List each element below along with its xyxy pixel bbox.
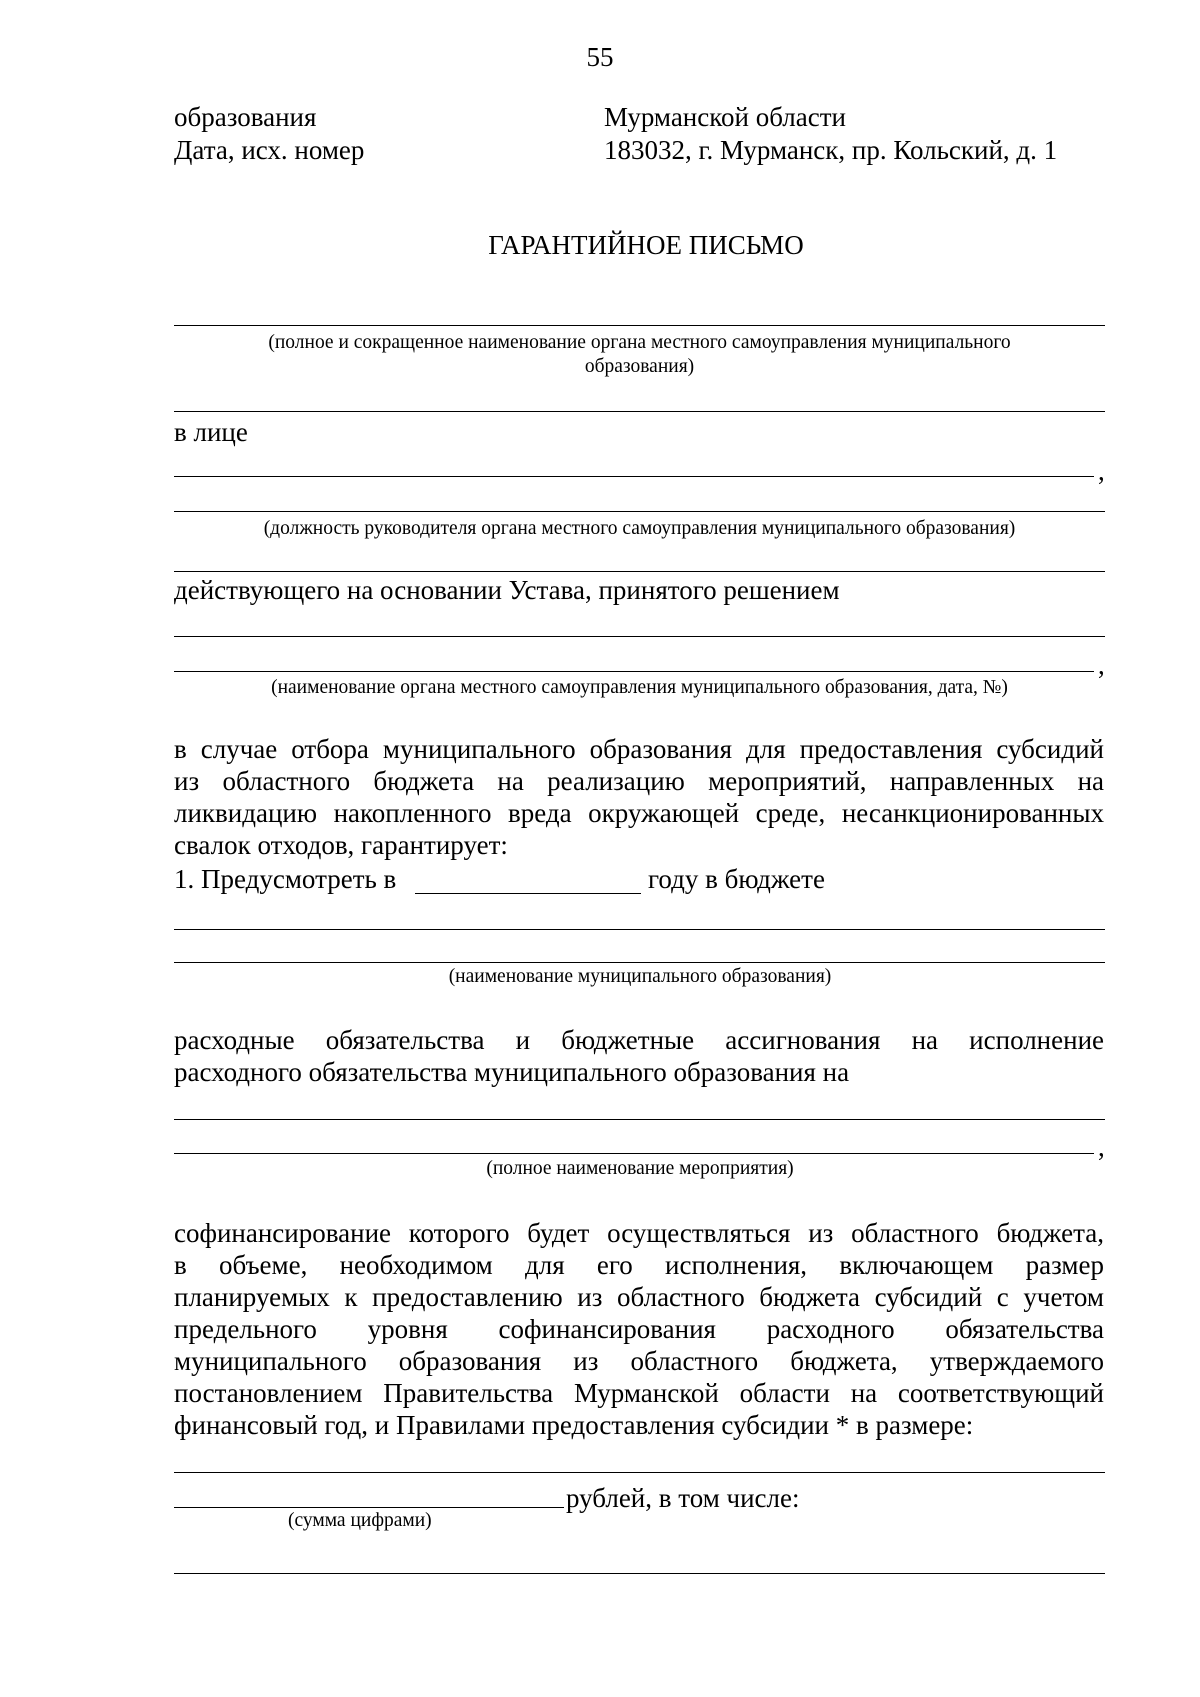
para1-line-3: ликвидацию накопленного вреда окружающей среде, несанкционированных xyxy=(174,798,1104,828)
position-line-2[interactable] xyxy=(174,571,1105,572)
org-name-caption-1: (полное и сокращенное наименование органа местного самоуправления муниципального xyxy=(268,332,1011,353)
event-line-1[interactable] xyxy=(174,1119,1105,1120)
amount-digits-caption: (сумма цифрами) xyxy=(288,1510,432,1531)
para3-line-5: муниципального образования из областного бюджета, утверждаемого xyxy=(174,1346,1104,1376)
head-position-caption: (должность руководителя органа местного самоуправления муниципального образования) xyxy=(263,518,1016,539)
item1-suffix: году в бюджете xyxy=(648,864,825,894)
municipality-line-2[interactable] xyxy=(174,962,1105,963)
org-name-line[interactable] xyxy=(174,325,1105,326)
para3-line-3: планируемых к предоставлению из областного бюджета субсидий с учетом xyxy=(174,1282,1104,1312)
represented-by-label: в лице xyxy=(174,417,248,447)
para3-line-6: постановлением Правительства Мурманской области на соответствующий xyxy=(174,1378,1104,1408)
sender-org-label: образования xyxy=(174,102,317,132)
year-line[interactable] xyxy=(415,893,641,894)
comma: , xyxy=(1098,456,1105,486)
amount-words-line[interactable] xyxy=(174,1573,1105,1574)
para3-line-1: софинансирование которого будет осуществляться из областного бюджета, xyxy=(174,1218,1104,1248)
charter-body-caption: (наименование органа местного самоуправления муниципального образования, дата, №) xyxy=(271,677,1008,698)
document-title: ГАРАНТИЙНОЕ ПИСЬМО xyxy=(488,230,804,260)
representative-line[interactable] xyxy=(174,476,1094,477)
page-number: 55 xyxy=(586,42,614,72)
para3-line-4: предельного уровня софинансирования расходного обязательства xyxy=(174,1314,1104,1344)
municipality-line-1[interactable] xyxy=(174,929,1105,930)
para1-line-1: в случае отбора муниципального образования для предоставления субсидий xyxy=(174,734,1104,764)
acting-basis-text: действующего на основании Устава, принятого решением xyxy=(174,575,840,605)
amount-digits-line[interactable] xyxy=(174,1507,564,1508)
para3-line-2: в объеме, необходимом для его исполнения, включающем размер xyxy=(174,1250,1104,1280)
para1-line-4: свалок отходов, гарантирует: xyxy=(174,830,508,860)
comma: , xyxy=(1098,650,1105,680)
item1-prefix: 1. Предусмотреть в xyxy=(174,864,397,894)
event-line-2[interactable] xyxy=(174,1153,1094,1154)
para3-line-7: финансовый год, и Правилами предоставления субсидии * в размере: xyxy=(174,1410,974,1440)
event-caption: (полное наименование мероприятия) xyxy=(486,1158,794,1179)
org-name-caption-2: образования) xyxy=(584,356,695,377)
recipient-region: Мурманской области xyxy=(604,102,846,132)
decision-line-1[interactable] xyxy=(174,636,1105,637)
para1-line-2: из областного бюджета на реализацию мероприятий, направленных на xyxy=(174,766,1104,796)
position-line[interactable] xyxy=(174,511,1105,512)
para2-line-1: расходные обязательства и бюджетные ассигнования на исполнение xyxy=(174,1025,1104,1055)
date-number-label: Дата, исх. номер xyxy=(174,135,365,165)
para2-line-2: расходного обязательства муниципального образования на xyxy=(174,1057,850,1087)
amount-line-1[interactable] xyxy=(174,1472,1105,1473)
rubles-text: рублей, в том числе: xyxy=(566,1483,800,1513)
municipality-caption: (наименование муниципального образования) xyxy=(448,966,832,987)
org-name-line-2[interactable] xyxy=(174,411,1105,412)
decision-line-2[interactable] xyxy=(174,671,1094,672)
recipient-address: 183032, г. Мурманск, пр. Кольский, д. 1 xyxy=(604,135,1058,165)
comma: , xyxy=(1098,1132,1105,1162)
